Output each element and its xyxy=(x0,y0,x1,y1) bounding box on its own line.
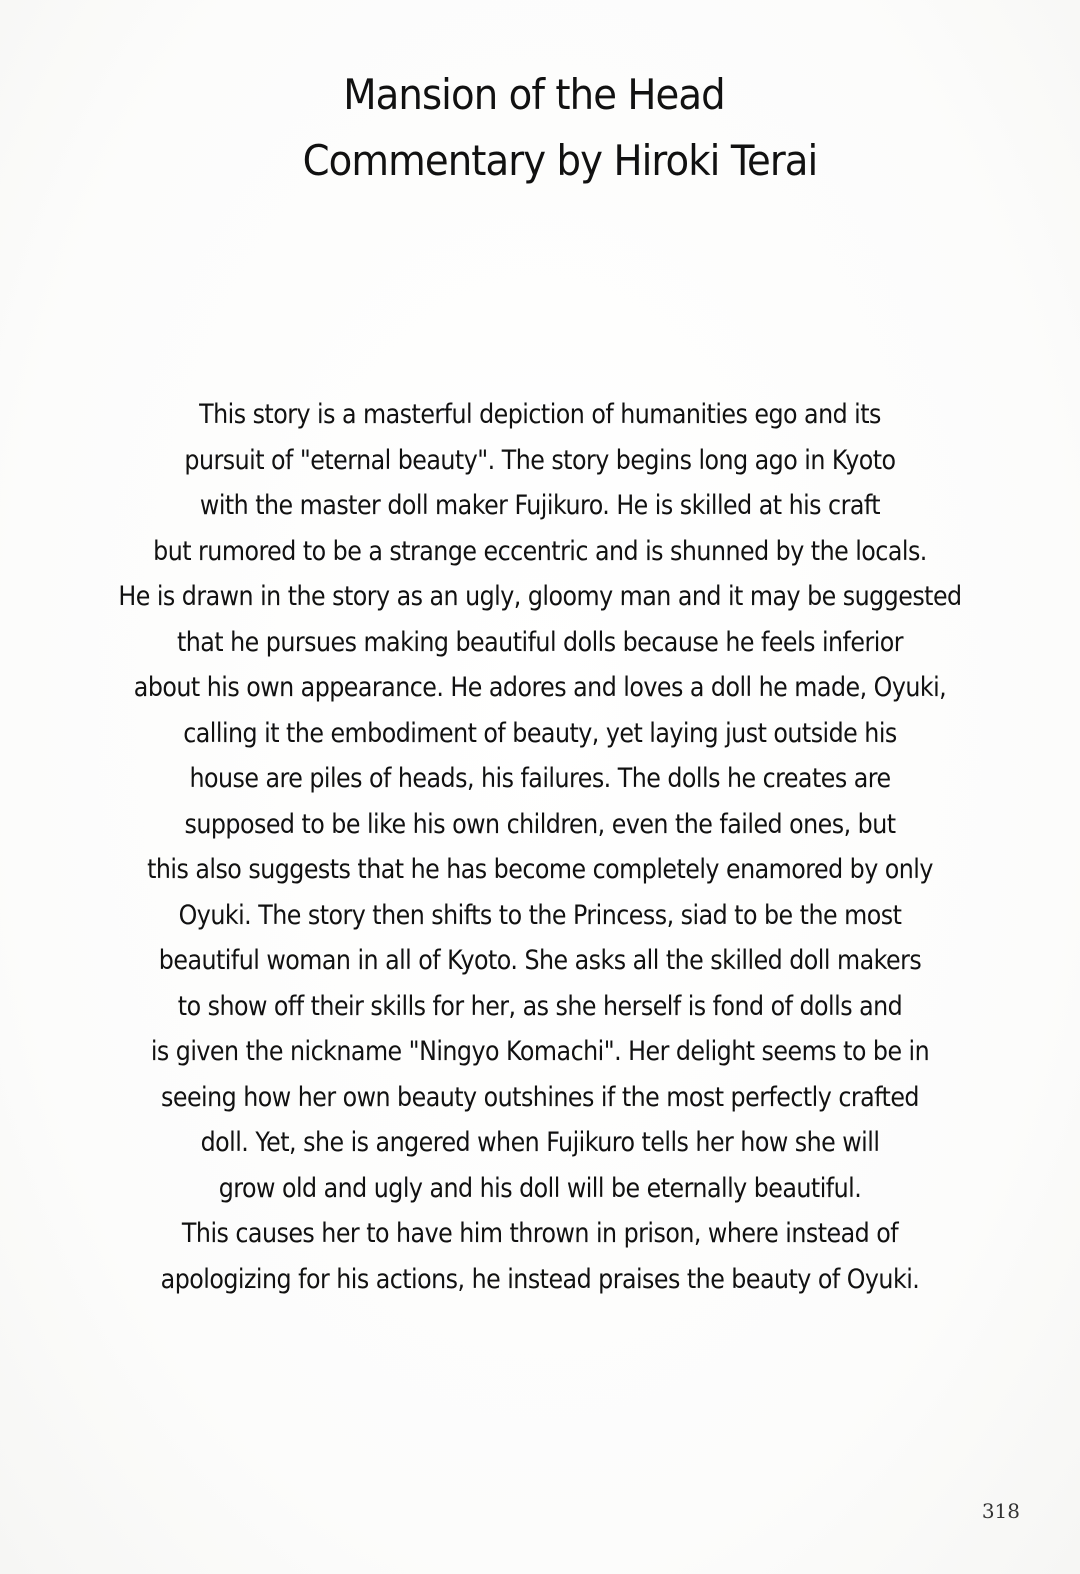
body-line: This causes her to have him thrown in prison, where instead of xyxy=(181,1218,899,1249)
page-subtitle: Commentary by Hiroki Terai xyxy=(302,136,818,185)
body-line: seeing how her own beauty outshines if the most perfectly crafted xyxy=(161,1081,919,1113)
body-line: supposed to be like his own children, even the failed ones, but xyxy=(184,808,896,840)
body-line: house are piles of heads, his failures. The dolls he creates are xyxy=(189,763,891,794)
body-line: is given the nickname "Ningyo Komachi". Her delight seems to be in xyxy=(150,1036,930,1067)
body-line: but rumored to be a strange eccentric and is shunned by the locals. xyxy=(153,535,927,567)
body-line: about his own appearance. He adores and loves a doll he made, Oyuki, xyxy=(133,672,947,703)
body-line: beautiful woman in all of Kyoto. She asks all the skilled doll makers xyxy=(158,945,922,976)
body-line: apologizing for his actions, he instead praises the beauty of Oyuki. xyxy=(160,1263,920,1295)
body-line: He is drawn in the story as an ugly, gloomy man and it may be suggested xyxy=(118,581,962,612)
body-line: that he pursues making beautiful dolls because he feels inferior xyxy=(176,626,904,658)
body-line: This story is a masterful depiction of humanities ego and its xyxy=(199,399,881,430)
body-line: doll. Yet, she is angered when Fujikuro tells her how she will xyxy=(200,1127,880,1158)
body-line: this also suggests that he has become completely enamored by only xyxy=(147,854,933,885)
body-line: Oyuki. The story then shifts to the Princess, siad to be the most xyxy=(178,899,902,931)
title-block xyxy=(0,62,1080,194)
body-line: with the master doll maker Fujikuro. He is skilled at his craft xyxy=(199,490,881,521)
body-line: pursuit of "eternal beauty". The story begins long ago in Kyoto xyxy=(184,444,896,476)
body-line: to show off their skills for her, as she herself is fond of dolls and xyxy=(177,990,903,1022)
commentary-body xyxy=(0,392,1080,1302)
page-number: 318 xyxy=(981,1499,1020,1523)
page-title: Mansion of the Head xyxy=(343,70,725,119)
body-line: calling it the embodiment of beauty, yet laying just outside his xyxy=(183,717,897,749)
body-line: grow old and ugly and his doll will be eternally beautiful. xyxy=(218,1172,862,1204)
